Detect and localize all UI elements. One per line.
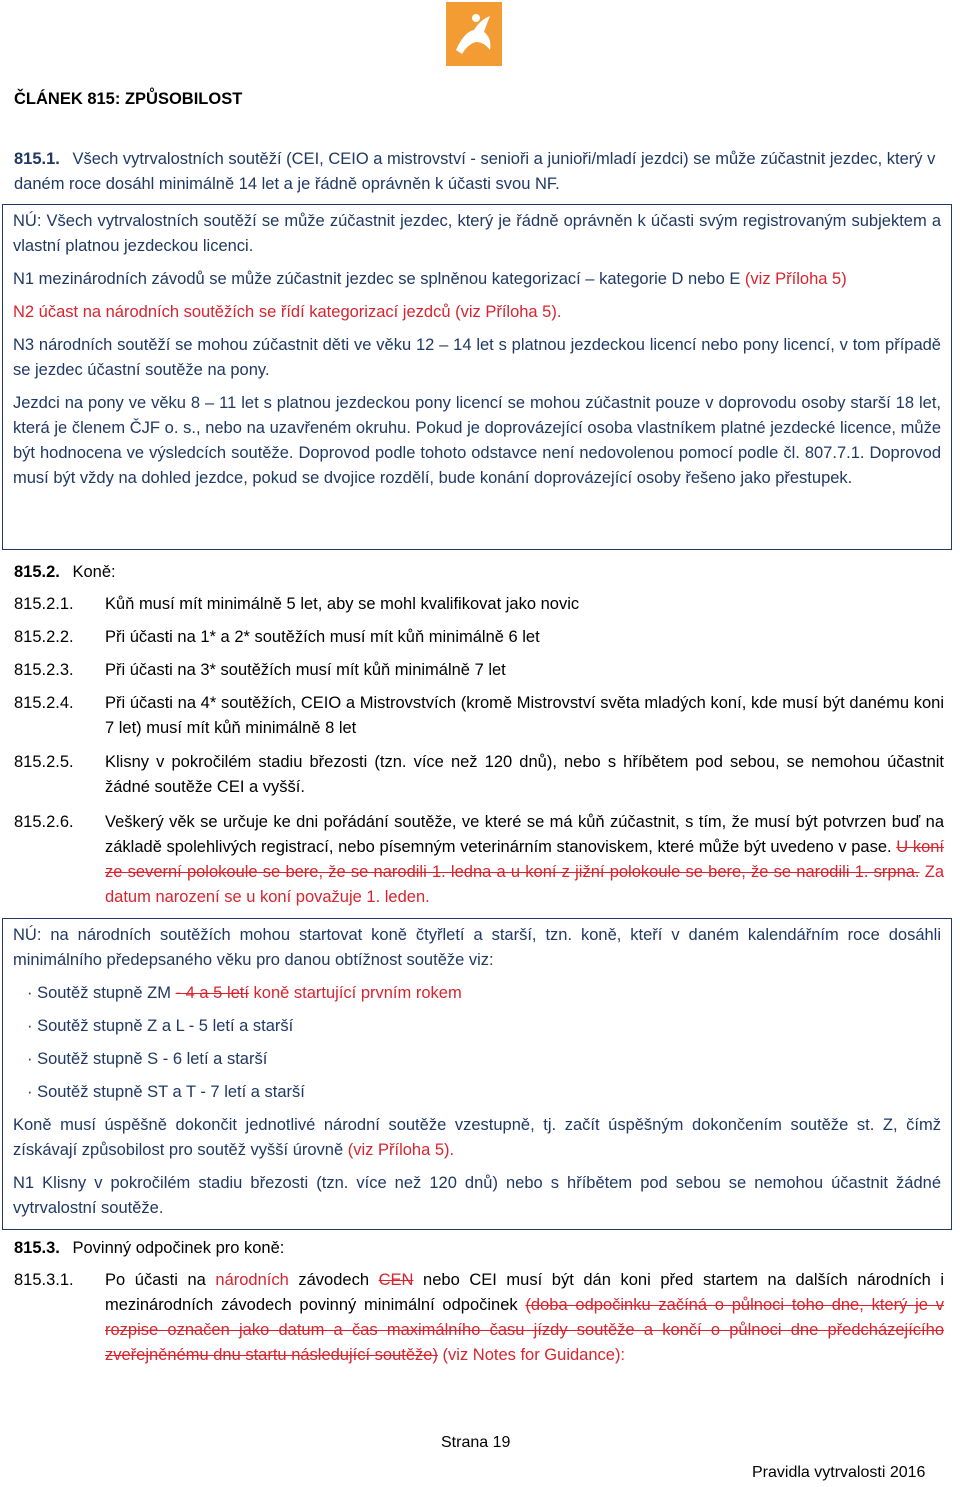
- section-number: 815.1.: [14, 150, 60, 168]
- article-heading: ČLÁNEK 815: ZPŮSOBILOST: [14, 90, 243, 108]
- n3-riders: N3 národních soutěží se mohou zúčastnit děti ve věku 12 – 14 let s platnou jezdeckou licencí nebo pony licencí, v tom případě se jezdec účastní soutěže na pony.: [13, 336, 941, 379]
- bullet-st-t: · Soutěž stupně ST a T - 7 letí a starší: [27, 1083, 305, 1101]
- item-815-2-4: 815.2.4. Při účasti na 4* soutěžích, CEIO a Mistrovstvích (kromě Mistrovství světa mladých koní, kde musí být danému koni 7 let) musí mít kůň minimálně 8 let: [14, 694, 944, 737]
- horse-rider-logo-icon: [446, 2, 502, 66]
- n2-riders: N2 účast na národních soutěžích se řídí kategorizací jezdců (viz Příloha 5).: [13, 303, 562, 321]
- pony-riders: Jezdci na pony ve věku 8 – 11 let s platnou jezdeckou pony licencí se mohou zúčastnit pouze v doprovodu osoby starší 18 let, která je členem ČJF o. s., nebo na uzavřeném okruhu. Pokud je doprovázející osoba vlastníkem platné jezdecké licence, může být hodnocena ve výsledcích soutěže. Doprovod podle tohoto odstavce není nedovolenou pomocí podle čl. 807.7.1. Doprovod musí být vždy na dohled jezdce, pokud se dvojice rozdělí, bude konání doprovázející osoby řešeno jako přestupek.: [13, 394, 941, 487]
- item-815-2-1: 815.2.1. Kůň musí mít minimálně 5 let, aby se mohl kvalifikovat jako novic: [14, 595, 580, 613]
- section-815-2: 815.2. Koně:: [14, 563, 116, 581]
- federation-logo: [446, 2, 502, 66]
- page-number: Strana 19: [441, 1434, 511, 1451]
- national-rules-box-riders: [2, 204, 952, 550]
- item-815-3-1: 815.3.1. Po účasti na národních závodech CEN nebo CEI musí být dán koni před startem na dalších národních i mezinárodních závodech povinný minimální odpočinek (doba odpočinku začíná o půlnoci toho dne, který je v rozpise označen jako datum a čas maximálního času jízdy soutěže a končí o půlnoci dne předcházejícího zveřejněnému dnu startu následující soutěže) (viz Notes for Guidance):: [14, 1271, 944, 1364]
- finish-rule: Koně musí úspěšně dokončit jednotlivé národní soutěže vzestupně, tj. začít úspěšným dokončením soutěže st. Z, čímž získávají způsobilost pro soutěž vyšší úrovně (viz Příloha 5).: [13, 1116, 941, 1159]
- item-815-2-5: 815.2.5. Klisny v pokročilém stadiu březosti (tzn. více než 120 dnů), nebo s hříbětem pod sebou, se nemohou účastnit žádné soutěže CEI a vyšší.: [14, 753, 944, 796]
- section-815-1: [14, 147, 944, 197]
- n1-riders: N1 mezinárodních závodů se může zúčastnit jezdec se splněnou kategorizací – kategorie D nebo E (viz Příloha 5): [13, 270, 847, 288]
- section-815-3: 815.3. Povinný odpočinek pro koně:: [14, 1239, 285, 1257]
- n1-mares: N1 Klisny v pokročilém stadiu březosti (tzn. více než 120 dnů) nebo s hříbětem pod sebou se nemohou účastnit žádné vytrvalostní soutěže.: [13, 1174, 941, 1217]
- bullet-zm: · Soutěž stupně ZM - 4 a 5 letí koně startující prvním rokem: [27, 984, 462, 1002]
- item-815-2-3: 815.2.3. Při účasti na 3* soutěžích musí mít kůň minimálně 7 let: [14, 661, 506, 679]
- added-text: Za datum narození se u koní považuje 1. leden.: [105, 863, 944, 906]
- section-text: Všech vytrvalostních soutěží (CEI, CEIO a mistrovství - senioři a junioři/mladí jezdci) se může zúčastnit jezdec, který v daném roce dosáhl minimálně 14 let a je řádně oprávněn k účasti svou NF.: [14, 150, 936, 193]
- nu-horses: NÚ: na národních soutěžích mohou startovat koně čtyřletí a starší, tzn. koně, kteří v daném kalendářním roce dosáhli minimálního předepsaného věku pro danou obtížnost soutěže viz:: [13, 926, 941, 969]
- struck-text: U koní ze severní polokoule se bere, že se narodili 1. ledna a u koní z jižní polokoule se bere, že se narodili 1. srpna.: [105, 838, 945, 881]
- national-rules-box-horses: [2, 918, 952, 1230]
- item-815-2-2: 815.2.2. Při účasti na 1* a 2* soutěžích musí mít kůň minimálně 6 let: [14, 628, 540, 646]
- item-815-2-6: 815.2.6. Veškerý věk se určuje ke dni pořádání soutěže, ve které se má kůň zúčastnit, s tím, že musí být potvrzen buď na základě spolehlivých registrací, nebo písemným veterinárním stanoviskem, které může být uvedeno v pase. U koní ze severní polokoule se bere, že se narodili 1. ledna a u koní z jižní polokoule se bere, že se narodili 1. srpna. Za datum narození se u koní považuje 1. leden.: [14, 813, 945, 906]
- document-title: Pravidla vytrvalosti 2016: [752, 1464, 926, 1481]
- bullet-z-l: · Soutěž stupně Z a L - 5 letí a starší: [27, 1017, 294, 1035]
- nu-riders: NÚ: Všech vytrvalostních soutěží se může zúčastnit jezdec, který je řádně oprávněn k účasti svým registrovaným subjektem a vlastní platnou jezdeckou licenci.: [13, 212, 941, 255]
- bullet-s: · Soutěž stupně S - 6 letí a starší: [27, 1050, 268, 1068]
